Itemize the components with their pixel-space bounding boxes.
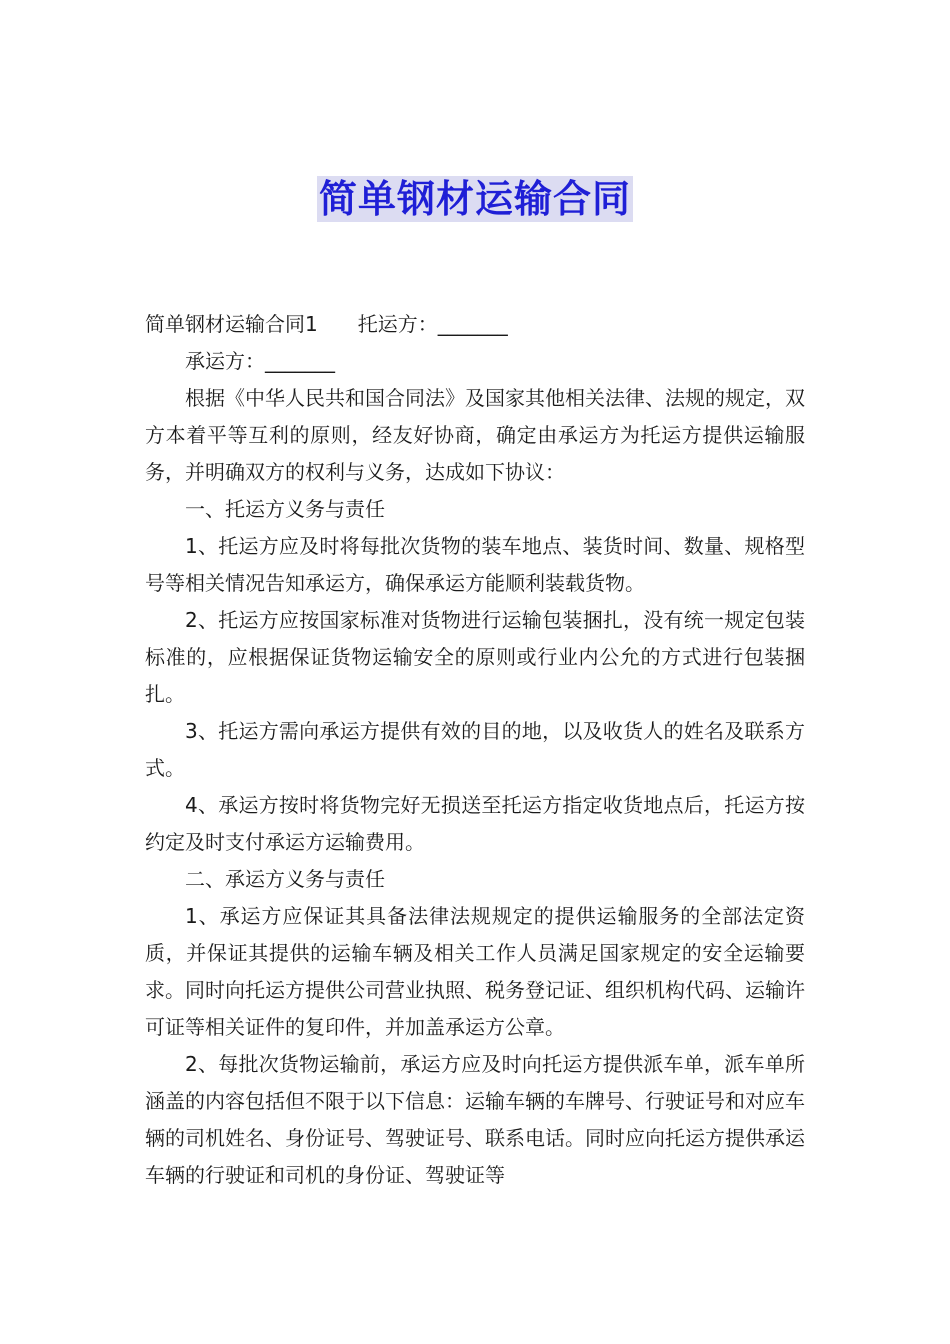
carrier-line: 承运方：_______ [185, 349, 335, 373]
paragraph: 1、承运方应保证其具备法律法规规定的提供运输服务的全部法定资质，并保证其提供的运输车辆及相关工作人员满足国家规定的安全运输要求。同时向托运方提供公司营业执照、税务登记证、组织机构代码、运输许可证等相关证件的复印件，并加盖承运方公章。 [145, 904, 805, 1039]
shipper-line: 托运方：_______ [357, 312, 508, 336]
document-body [145, 306, 805, 1194]
paragraph: 3、托运方需向承运方提供有效的目的地，以及收货人的姓名及联系方式。 [145, 719, 805, 780]
paragraph: 2、每批次货物运输前，承运方应及时向托运方提供派车单，派车单所涵盖的内容包括但不限于以下信息：运输车辆的车牌号、行驶证号和对应车辆的司机姓名、身份证号、驾驶证号、联系电话。同时应向托运方提供承运车辆的行驶证和司机的身份证、驾驶证等 [145, 1052, 805, 1187]
paragraph: 4、承运方按时将货物完好无损送至托运方指定收货地点后，托运方按约定及时支付承运方运输费用。 [145, 793, 805, 854]
intro-line [145, 306, 805, 343]
paragraph: 1、托运方应及时将每批次货物的装车地点、装货时间、数量、规格型号等相关情况告知承运方，确保承运方能顺利装载货物。 [145, 534, 805, 595]
paragraph: 根据《中华人民共和国合同法》及国家其他相关法律、法规的规定，双方本着平等互利的原则，经友好协商，确定由承运方为托运方提供运输服务，并明确双方的权利与义务，达成如下协议： [145, 386, 805, 484]
intro-heading: 简单钢材运输合同1 [145, 312, 318, 336]
section-heading: 一、托运方义务与责任 [185, 497, 385, 521]
section-heading: 二、承运方义务与责任 [185, 867, 385, 891]
title-container [0, 176, 950, 222]
document-title: 简单钢材运输合同 [318, 177, 631, 221]
paragraph: 2、托运方应按国家标准对货物进行运输包装捆扎，没有统一规定包装标准的，应根据保证货物运输安全的原则或行业内公允的方式进行包装捆扎。 [145, 608, 805, 706]
